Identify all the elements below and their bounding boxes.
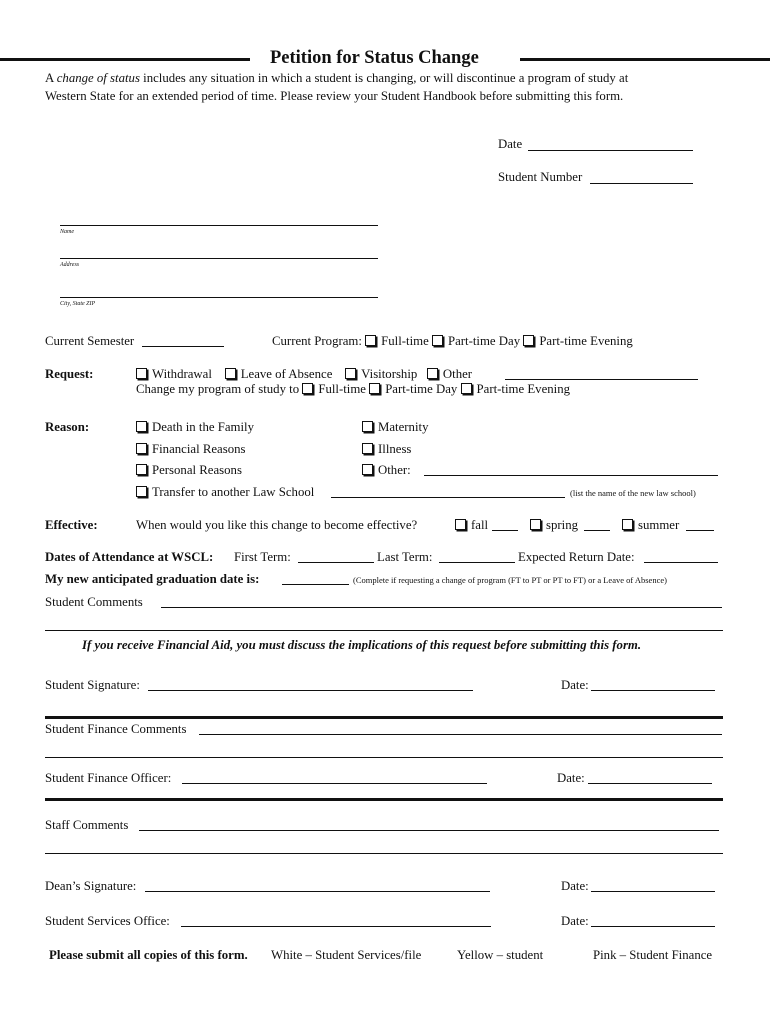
- title-rule-left: [0, 58, 250, 61]
- option-label: Part-time Evening: [539, 334, 633, 348]
- option-label: Transfer to another Law School: [152, 485, 315, 499]
- option-label: Other: [442, 367, 473, 381]
- reason-financial: [136, 442, 245, 457]
- financial-aid-note: If you receive Financial Aid, you must discuss the implications of this request before submitting this form.: [82, 638, 642, 652]
- option-label: Full-time: [318, 382, 366, 396]
- name-field[interactable]: [60, 225, 378, 226]
- finance-date-label: Date:: [557, 771, 585, 785]
- intro-emphasis: change of status: [56, 71, 140, 85]
- staff-comments-label: Staff Comments: [45, 818, 129, 832]
- finance-comments-field[interactable]: [199, 734, 722, 735]
- checkbox-change-fulltime[interactable]: [302, 383, 313, 394]
- checkbox-fall[interactable]: [455, 519, 466, 530]
- name-label: Name: [60, 229, 74, 235]
- student-services-date-label: Date:: [561, 914, 589, 928]
- footer-yellow-copy: Yellow – student: [457, 948, 544, 962]
- graduation-label: My new anticipated graduation date is:: [45, 572, 260, 586]
- option-label: Full-time: [381, 334, 429, 348]
- checkbox-summer[interactable]: [622, 519, 633, 530]
- student-services-field[interactable]: [181, 926, 491, 927]
- first-term-label: First Term:: [234, 550, 291, 564]
- date-field[interactable]: [528, 150, 693, 151]
- current-program: [272, 334, 633, 349]
- checkbox-withdrawal[interactable]: [136, 368, 147, 379]
- city-field[interactable]: [60, 297, 378, 298]
- student-signature-label: Student Signature:: [45, 678, 140, 692]
- divider-finance: [45, 716, 723, 719]
- checkbox-maternity[interactable]: [362, 421, 373, 432]
- effective-question: When would you like this change to become effective?: [136, 518, 418, 532]
- option-label: Withdrawal: [152, 367, 212, 381]
- current-semester-field[interactable]: [142, 346, 224, 347]
- option-label: Illness: [378, 442, 412, 456]
- transfer-school-field[interactable]: [331, 497, 565, 498]
- spring-field[interactable]: [584, 530, 610, 531]
- option-label: Part-time Day: [385, 382, 458, 396]
- checkbox-change-parttime-day[interactable]: [369, 383, 380, 394]
- fall-field[interactable]: [492, 530, 518, 531]
- current-program-label: Current Program:: [272, 334, 362, 348]
- effective-spring: [530, 518, 578, 533]
- student-number-field[interactable]: [590, 183, 693, 184]
- staff-comments-field[interactable]: [139, 830, 719, 831]
- checkbox-spring[interactable]: [530, 519, 541, 530]
- footer-white-copy: White – Student Services/file: [271, 948, 422, 962]
- divider-staff: [45, 798, 723, 801]
- intro-text: A: [45, 71, 57, 85]
- expected-return-field[interactable]: [644, 562, 718, 563]
- dean-date-label: Date:: [561, 879, 589, 893]
- checkbox-illness[interactable]: [362, 443, 373, 454]
- city-label: City, State ZIP: [60, 301, 96, 307]
- staff-comments-field-2[interactable]: [45, 853, 723, 854]
- option-label: Maternity: [378, 420, 429, 434]
- intro-line-2: Western State for an extended period of time. Please review your Student Handbook before submitting this form.: [45, 89, 624, 103]
- student-signature-date-field[interactable]: [591, 690, 715, 691]
- option-label: summer: [638, 518, 680, 532]
- summer-field[interactable]: [686, 530, 714, 531]
- address-label: Address: [60, 262, 80, 268]
- reason-label: Reason:: [45, 420, 90, 434]
- student-signature-field[interactable]: [148, 690, 473, 691]
- page-title: Petition for Status Change: [270, 48, 479, 68]
- expected-return-label: Expected Return Date:: [518, 550, 635, 564]
- student-signature-date-label: Date:: [561, 678, 589, 692]
- option-label: Part-time Day: [447, 334, 521, 348]
- footer-pink-copy: Pink – Student Finance: [593, 948, 713, 962]
- finance-officer-field[interactable]: [182, 783, 487, 784]
- reason-illness: [362, 442, 411, 457]
- date-label: Date: [498, 137, 523, 151]
- student-comments-field-2[interactable]: [45, 630, 723, 631]
- option-label: Visitorship: [361, 367, 418, 381]
- reason-other: [362, 463, 411, 478]
- checkbox-request-other[interactable]: [427, 368, 438, 379]
- first-term-field[interactable]: [298, 562, 374, 563]
- checkbox-program-parttime-day[interactable]: [432, 335, 443, 346]
- checkbox-change-parttime-evening[interactable]: [461, 383, 472, 394]
- checkbox-reason-other[interactable]: [362, 464, 373, 475]
- last-term-label: Last Term:: [377, 550, 433, 564]
- footer-submit-note: Please submit all copies of this form.: [49, 948, 248, 962]
- request-options: [136, 367, 472, 382]
- checkbox-program-fulltime[interactable]: [365, 335, 376, 346]
- dean-date-field[interactable]: [591, 891, 715, 892]
- student-services-label: Student Services Office:: [45, 914, 170, 928]
- checkbox-visitorship[interactable]: [345, 368, 356, 379]
- graduation-note: (Complete if requesting a change of program (FT to PT or PT to FT) or a Leave of Absence): [353, 575, 667, 585]
- request-label: Request:: [45, 367, 94, 381]
- dean-signature-field[interactable]: [145, 891, 490, 892]
- effective-fall: [455, 518, 488, 533]
- effective-summer: [622, 518, 679, 533]
- reason-death: [136, 420, 254, 435]
- intro-text-cont: includes any situation in which a student is changing, or will discontinue a program of study at: [139, 71, 629, 85]
- option-label: Death in the Family: [152, 420, 255, 434]
- option-label: Part-time Evening: [476, 382, 570, 396]
- option-label: Leave of Absence: [240, 367, 333, 381]
- transfer-note: (list the name of the new law school): [570, 488, 696, 498]
- checkbox-personal[interactable]: [136, 464, 147, 475]
- finance-comments-field-2[interactable]: [45, 757, 723, 758]
- checkbox-death[interactable]: [136, 421, 147, 432]
- student-services-date-field[interactable]: [591, 926, 715, 927]
- current-semester-label: Current Semester: [45, 334, 135, 348]
- reason-personal: [136, 463, 242, 478]
- finance-comments-label: Student Finance Comments: [45, 722, 187, 736]
- reason-maternity: [362, 420, 428, 435]
- address-field[interactable]: [60, 258, 378, 259]
- option-label: spring: [546, 518, 578, 532]
- option-label: Personal Reasons: [152, 463, 242, 477]
- student-comments-label: Student Comments: [45, 595, 143, 609]
- effective-label: Effective:: [45, 518, 98, 532]
- dean-signature-label: Dean’s Signature:: [45, 879, 137, 893]
- finance-officer-label: Student Finance Officer:: [45, 771, 172, 785]
- checkbox-financial[interactable]: [136, 443, 147, 454]
- option-label: Financial Reasons: [152, 442, 246, 456]
- option-label: Other:: [378, 463, 411, 477]
- last-term-field[interactable]: [439, 562, 515, 563]
- request-other-field[interactable]: [505, 379, 698, 380]
- option-label: fall: [471, 518, 489, 532]
- checkbox-leave-of-absence[interactable]: [225, 368, 236, 379]
- reason-other-field[interactable]: [424, 475, 718, 476]
- attendance-label: Dates of Attendance at WSCL:: [45, 550, 214, 564]
- finance-date-field[interactable]: [588, 783, 712, 784]
- change-program-text: Change my program of study to: [136, 382, 300, 396]
- student-number-label: Student Number: [498, 170, 583, 184]
- intro-line-1: [45, 71, 628, 86]
- graduation-date-field[interactable]: [282, 584, 349, 585]
- title-rule-right: [520, 58, 770, 61]
- checkbox-transfer[interactable]: [136, 486, 147, 497]
- checkbox-program-parttime-evening[interactable]: [523, 335, 534, 346]
- change-program-line: [136, 382, 570, 397]
- student-comments-field[interactable]: [161, 607, 722, 608]
- reason-transfer: [136, 485, 314, 500]
